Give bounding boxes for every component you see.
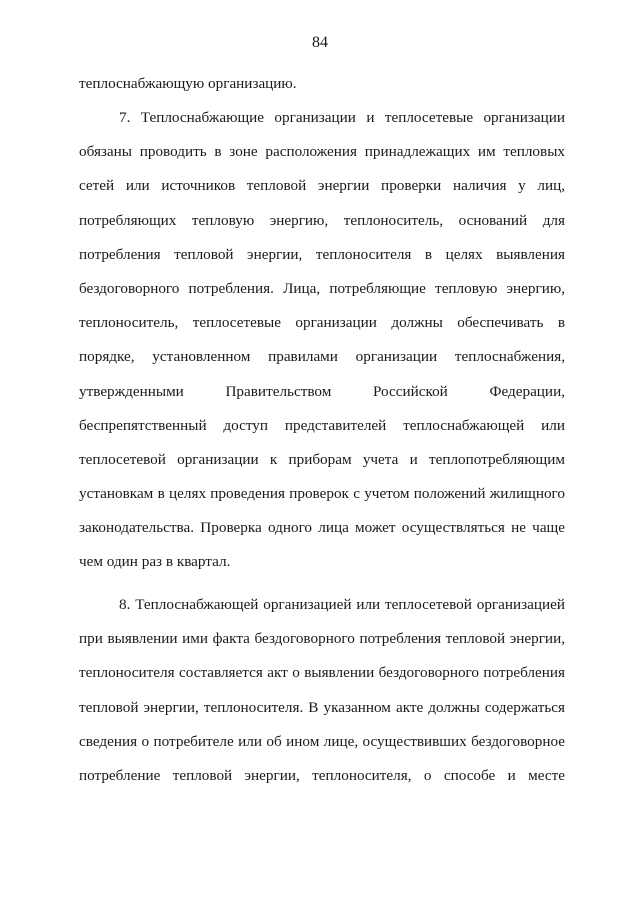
text-line: сетей или источников тепловой энергии проверки наличия у лиц, <box>79 177 565 195</box>
paragraph-7 <box>79 101 565 580</box>
text-line: потребление тепловой энергии, теплоносителя, о способе и месте <box>79 766 565 784</box>
text-line: бездоговорного потребления. Лица, потребляющие тепловую энергию, <box>79 279 565 297</box>
text-line: порядке, установленном правилами организации теплоснабжения, <box>79 348 565 366</box>
text-line: теплоноситель, теплосетевые организации должны обеспечивать в <box>79 314 565 332</box>
text-line: теплоснабжающую организацию. <box>79 75 297 92</box>
text-line: потребляющих тепловую энергию, теплоноситель, оснований для <box>79 211 565 229</box>
text-line: тепловой энергии, теплоносителя. В указанном акте должны содержаться <box>79 698 565 716</box>
paragraph-continuation <box>79 67 565 101</box>
text-line: 7. Теплоснабжающие организации и теплосетевые организации <box>119 109 565 126</box>
text-line: 8. Теплоснабжающей организацией или теплосетевой организацией <box>119 596 565 613</box>
text-line: беспрепятственный доступ представителей теплоснабжающей или <box>79 416 565 434</box>
text-line: установкам в целях проведения проверок с учетом положений жилищного <box>79 485 565 503</box>
text-line: теплосетевой организации к приборам учета и теплопотребляющим <box>79 450 565 468</box>
text-line: утвержденными Правительством Российской Федерации, <box>79 382 565 400</box>
paragraph-8 <box>79 588 565 793</box>
text-line: теплоносителя составляется акт о выявлении бездоговорного потребления <box>79 664 565 682</box>
text-line: законодательства. Проверка одного лица может осуществляться не чаще <box>79 519 565 537</box>
text-line: сведения о потребителе или об ином лице, осуществивших бездоговорное <box>79 732 565 750</box>
page-number: 84 <box>312 34 328 51</box>
text-line: чем один раз в квартал. <box>79 553 231 571</box>
text-line: потребления тепловой энергии, теплоносителя в целях выявления <box>79 245 565 263</box>
text-line: обязаны проводить в зоне расположения принадлежащих им тепловых <box>79 143 565 161</box>
text-line: при выявлении ими факта бездоговорного потребления тепловой энергии, <box>79 630 565 648</box>
